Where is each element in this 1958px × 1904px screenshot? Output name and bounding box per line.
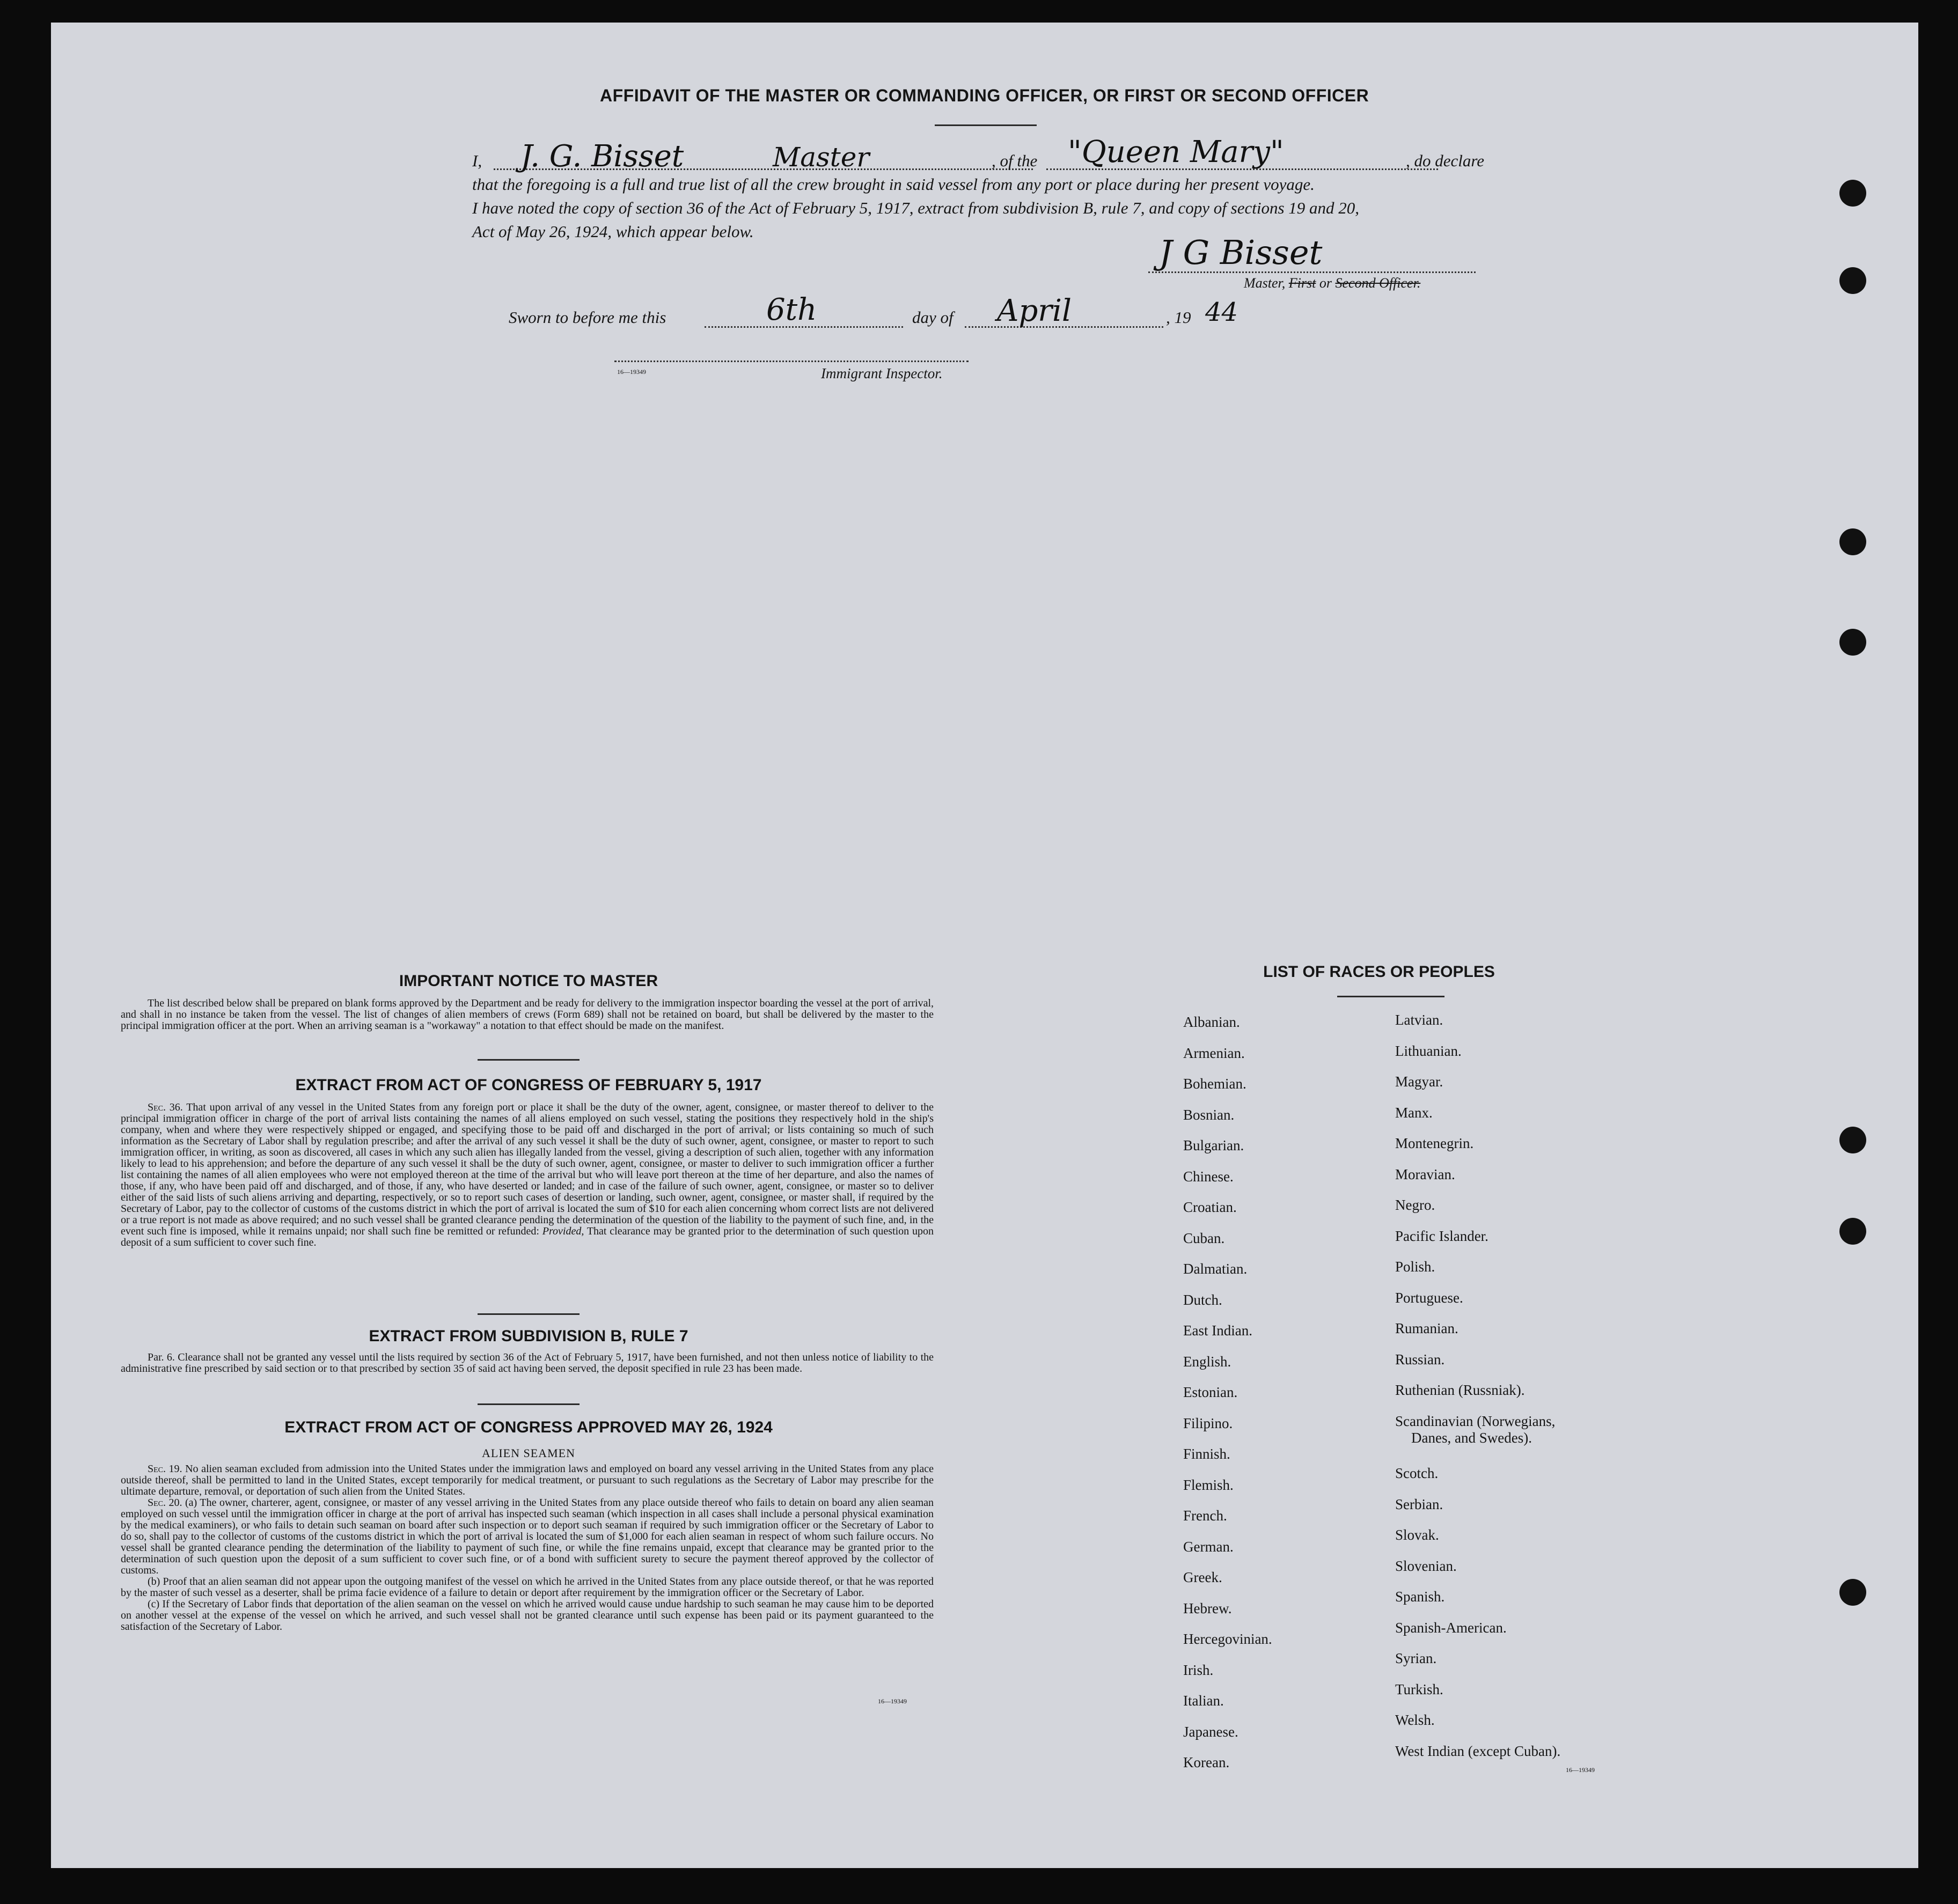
declaration-line-2: that the foregoing is a full and true list of all the crew brought in said vessel from any port or place during her present voyage. <box>472 175 1315 194</box>
races-title-rule <box>1337 996 1444 997</box>
race-item: German. <box>1183 1539 1234 1555</box>
vessel-handwritten: "Queen Mary" <box>1068 135 1284 170</box>
sec-20a-text: (a) The owner, charterer, agent, consignee, or master of any vessel arriving in the United States from any place outside thereof who fails to detain on board any alien seaman employed on such vessel until the immigration officer in charge at the port of arrival has inspected such seaman (which inspection in all cases shall include a personal physical examination by the medical examiners), or who fails to detain such seaman on board after such inspection or to deport such seaman if required by such immigration officer or the Secretary of Labor to do so, shall pay to the collector of customs of the customs district in which the port of arrival is located the sum of $1,000 for each alien seaman in respect of whom such failure occurs. No vessel shall be granted clearance pending the determination of the liability to payment of such fine, or while the fine remains unpaid, except that clearance may be granted prior to the determination of such question upon the deposit of a sum sufficient to cover such fine, or of a bond with sufficient surety to secure the payment thereof approved by the collector of customs. <box>121 1497 934 1576</box>
race-item: Syrian. <box>1395 1650 1437 1666</box>
name-handwritten: J. G. Bisset <box>520 139 684 174</box>
sec-36-text: That upon arrival of any vessel in the United States from any foreign port or place it shall be the duty of the owner, agent, consignee, or master thereof to deliver to the principal immigration officer in charge of the port of arrival lists containing the names of all aliens employed on such vessel, stating the positions they respectively hold in the ship's company, when and where they were respectively shipped or engaged, and specifying those to be paid off and discharged in the port of arrival; or lists containing so much of such information as the Secretary of Labor shall by regulation prescribe; and after the arrival of any such vessel it shall be the duty of such owner, agent, consignee, or master to report to such immigration officer, in writing, as soon as discovered, all cases in which any such alien has illegally landed from the vessel, giving a description of such alien, together with any information likely to lead to his apprehension; and before the departure of any such vessel it shall be the duty of such owner, agent, consignee, or master to deliver to such immigration officer a further list containing the names of all alien employees who were not employed thereon at the time of the arrival but who will leave port thereon at the time of her departure, and also the names of those, if any, who have been paid off and discharged, and of those, if any, who have deserted or landed; and in case of the failure of such owner, agent, consignee, or master so to deliver either of the said lists of such aliens arriving and departing, respectively, or so to report such cases of desertion or landing, such owner, agent, consignee, or master shall, if required by the Secretary of Labor, pay to the collector of customs of the customs district in which the port of arrival is located the sum of $10 for each alien concerning whom correct lists are not delivered or a true report is not made as above required; and no such vessel shall be granted clearance pending the determination of the question of the liability to the payment of such fine, and, in the event such fine is imposed, while it remains unpaid; nor shall such fine be remitted or refunded: <box>121 1101 934 1237</box>
race-item: Chinese. <box>1183 1168 1234 1185</box>
signature-handwritten: J G Bisset <box>1159 233 1323 272</box>
sec-20-label: Sec. 20. <box>148 1497 182 1509</box>
race-item: Lithuanian. <box>1395 1043 1462 1059</box>
sec-20c-text: (c) If the Secretary of Labor finds that deportation of the alien seaman on the vessel on which he arrived would cause undue hardship to such seaman he may cause him to be deported on another vessel at the expense of the vessel on which he arrived, and such vessel shall not be granted clearance until such expense has been paid or its payment guaranteed to the satisfaction of the Secretary of Labor. <box>121 1598 934 1633</box>
race-item: Spanish-American. <box>1395 1620 1507 1636</box>
race-item: Flemish. <box>1183 1477 1234 1493</box>
race-item: Moravian. <box>1395 1166 1455 1182</box>
race-item: Spanish. <box>1395 1589 1445 1605</box>
race-item: Scandinavian (Norwegians, <box>1395 1413 1556 1429</box>
declaration-line-4: Act of May 26, 1924, which appear below. <box>472 222 754 241</box>
race-item: Russian. <box>1395 1351 1445 1368</box>
extract-1924-title: EXTRACT FROM ACT OF CONGRESS APPROVED MAY 26, 1924 <box>284 1418 773 1436</box>
title-rule <box>935 124 1037 126</box>
race-item: Armenian. <box>1183 1045 1245 1061</box>
race-item: Ruthenian (Russniak). <box>1395 1382 1525 1398</box>
extract-rule7-title: EXTRACT FROM SUBDIVISION B, RULE 7 <box>369 1327 688 1345</box>
race-item: Manx. <box>1395 1105 1433 1121</box>
race-item: Greek. <box>1183 1569 1222 1585</box>
form-number-left: 16—19349 <box>878 1697 907 1705</box>
race-item: Montenegrin. <box>1395 1135 1474 1151</box>
sworn-year-handwritten: 44 <box>1205 297 1238 327</box>
binder-hole <box>1839 1579 1866 1606</box>
race-item: Bosnian. <box>1183 1107 1235 1123</box>
notice-text: The list described below shall be prepared on blank forms approved by the Department and be ready for delivery to the immigration inspector boarding the vessel at the port of arrival, and shall in no instance be taken from the vessel. The list of changes of alien members of crews (Form 689) shall not be retained on board, but shall be delivered by the master to the principal immigration officer at the port. When an arriving seaman is a "workaway" a notation to that effect should be made on the manifest. <box>121 997 934 1032</box>
caption-master: Master, <box>1244 275 1286 291</box>
sec-20b-text: (b) Proof that an alien seaman did not appear upon the outgoing manifest of the vessel on which he arrived in the United States from any place outside thereof, or that he was reported by the master of such vessel as a deserter, shall be prima facie evidence of a failure to detain or deport after requirement by the immigration officer or the Secretary of Labor. <box>121 1576 934 1599</box>
extract-1924-body <box>121 1464 934 1633</box>
race-item: Italian. <box>1183 1693 1224 1709</box>
sworn-month-handwritten: April <box>997 293 1072 328</box>
section-rule <box>478 1403 580 1405</box>
do-declare-label: , do declare <box>1406 151 1485 170</box>
race-item: Rumanian. <box>1395 1320 1458 1336</box>
race-item: Cuban. <box>1183 1230 1225 1246</box>
race-item: Latvian. <box>1395 1012 1443 1028</box>
of-the-label: , of the <box>992 151 1038 170</box>
race-item: French. <box>1183 1508 1227 1524</box>
sec-36-label: Sec. 36. <box>148 1101 183 1113</box>
race-item: Danes, and Swedes). <box>1411 1430 1532 1446</box>
inspector-label: Immigrant Inspector. <box>821 365 943 381</box>
caption-or: or <box>1319 275 1332 291</box>
race-item: Croatian. <box>1183 1199 1237 1215</box>
race-item: Welsh. <box>1395 1712 1435 1728</box>
race-item: Slovenian. <box>1395 1558 1457 1574</box>
binder-hole <box>1839 267 1866 294</box>
race-item: Japanese. <box>1183 1724 1238 1740</box>
declaration-line-1 <box>472 135 1492 174</box>
race-item: Albanian. <box>1183 1014 1240 1030</box>
race-item: Polish. <box>1395 1259 1435 1275</box>
race-item: Turkish. <box>1395 1681 1443 1697</box>
race-item: Portuguese. <box>1395 1290 1463 1306</box>
rank-handwritten: Master <box>773 142 870 173</box>
section-rule <box>478 1059 580 1061</box>
form-number-right: 16—19349 <box>1566 1766 1595 1774</box>
extract-rule7-body <box>121 1352 934 1374</box>
alien-seamen-subtitle: ALIEN SEAMEN <box>482 1446 575 1460</box>
race-item: Pacific Islander. <box>1395 1228 1488 1244</box>
rule7-text: Par. 6. Clearance shall not be granted any vessel until the lists required by section 36 of the Act of February 5, 1917, have been furnished, and not then unless notice of liability to the administrative fine prescribed by said section or to that prescribed by section 35 of said act having been served, the deposit specified in rule 23 has been made. <box>121 1351 934 1374</box>
binder-hole <box>1839 1218 1866 1245</box>
proviso-text: That clearance may be granted prior to the determination of such question upon deposit of a sum sufficient to cover such fine. <box>121 1225 934 1248</box>
caption-first: First <box>1288 275 1316 291</box>
caption-second-officer: Second Officer. <box>1335 275 1421 291</box>
binder-hole <box>1839 629 1866 656</box>
race-item: Irish. <box>1183 1662 1214 1678</box>
races-title: LIST OF RACES OR PEOPLES <box>1263 963 1495 981</box>
race-item: Hebrew. <box>1183 1600 1232 1616</box>
race-item: Magyar. <box>1395 1074 1443 1090</box>
sworn-line <box>509 292 1314 333</box>
binder-hole <box>1839 180 1866 207</box>
prefix-i: I, <box>472 151 482 170</box>
race-item: Serbian. <box>1395 1496 1443 1512</box>
race-item: Dalmatian. <box>1183 1261 1248 1277</box>
race-item: Negro. <box>1395 1197 1435 1213</box>
declaration-line-3: I have noted the copy of section 36 of the Act of February 5, 1917, extract from subdivision B, rule 7, and copy of sections 19 and 20, <box>472 199 1360 217</box>
signature-caption <box>1244 271 1420 295</box>
year-prefix: , 19 <box>1166 308 1191 327</box>
race-item: Filipino. <box>1183 1415 1233 1431</box>
race-item: Estonian. <box>1183 1384 1238 1400</box>
race-item: Finnish. <box>1183 1446 1230 1462</box>
binder-hole <box>1839 1127 1866 1153</box>
race-item: Dutch. <box>1183 1292 1222 1308</box>
race-item: Bohemian. <box>1183 1076 1246 1092</box>
notice-body <box>121 998 934 1032</box>
sworn-day-handwritten: 6th <box>766 292 817 327</box>
form-number-top: 16—19349 <box>617 368 646 376</box>
sworn-prefix: Sworn to before me this <box>509 308 666 327</box>
race-item: Scotch. <box>1395 1465 1439 1481</box>
extract-1917-title: EXTRACT FROM ACT OF CONGRESS OF FEBRUARY 5, 1917 <box>295 1076 762 1094</box>
sec-19-text: No alien seaman excluded from admission into the United States under the immigration laws and employed on board any vessel arriving in the United States from any place outside thereof, shall be permitted to land in the United States, except temporarily for medical treatment, or pursuant to such regulations as the Secretary of Labor may prescribe for the ultimate departure, removal, or deportation of such alien from the United States. <box>121 1463 934 1497</box>
section-rule <box>478 1313 580 1315</box>
affidavit-title: AFFIDAVIT OF THE MASTER OR COMMANDING OFFICER, OR FIRST OR SECOND OFFICER <box>600 86 1369 105</box>
binder-hole <box>1839 528 1866 555</box>
notice-title: IMPORTANT NOTICE TO MASTER <box>399 972 658 990</box>
race-item: Hercegovinian. <box>1183 1631 1272 1647</box>
race-item: Bulgarian. <box>1183 1137 1244 1153</box>
race-item: West Indian (except Cuban). <box>1395 1743 1561 1759</box>
sec-19-label: Sec. 19. <box>148 1463 182 1475</box>
extract-1917-body <box>121 1102 934 1248</box>
day-of-label: day of <box>912 308 954 327</box>
race-item: Korean. <box>1183 1754 1230 1770</box>
race-item: East Indian. <box>1183 1322 1252 1339</box>
race-item: Slovak. <box>1395 1527 1439 1543</box>
race-item: English. <box>1183 1354 1231 1370</box>
proviso-label: Provided, <box>542 1225 584 1237</box>
